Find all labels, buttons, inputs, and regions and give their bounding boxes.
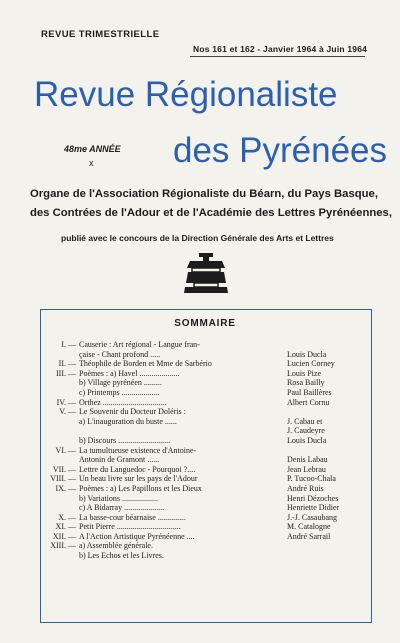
sommaire-num: I. — [61,340,76,349]
table-row [44,407,366,417]
sommaire-author: Louis Ducla [287,349,327,359]
sommaire-author: Louis Ducla [287,435,327,445]
table-row [44,340,366,350]
sommaire-author [287,541,366,551]
table-row [44,551,366,561]
sommaire-num: VIII. — [50,474,76,484]
sommaire-num [44,417,79,427]
sommaire-num [44,455,79,465]
table-row [44,484,366,494]
emblem-icon [182,251,230,295]
sommaire-author: Louis Pize [287,368,321,378]
table-row [44,446,366,456]
table-row [44,465,366,475]
sommaire-title: b) Variations .................. [79,493,158,503]
table-row [44,503,366,513]
sommaire-num: XII. — [52,531,76,541]
sommaire-title: b) Village pyrénéen ......... [79,378,162,388]
organ-line1: Organe de l'Association Régionaliste du Béarn, du Pays Basque, [30,188,378,200]
sommaire-title: a) Assemblée générale. [79,541,153,551]
sommaire-author: J.-J. Casaubang [287,512,337,522]
header-rule [190,56,365,57]
annee-label: 48me ANNÉE [64,144,121,154]
sommaire-author: Henri Dézoches [287,493,339,503]
table-row [44,369,366,379]
table-row [44,455,366,465]
organ-line2: des Contrées de l'Adour et de l'Académie des Lettres Pyrénéennes, [30,207,392,219]
table-row [44,436,366,446]
sommaire-author [287,407,366,417]
sommaire-author: Denis Labau [287,455,328,465]
sommaire-num: IX. — [55,483,76,493]
sommaire-heading: SOMMAIRE [174,318,236,329]
sommaire-num [44,350,79,360]
annee-mark: x [89,158,94,168]
sommaire-author: M. Catalogne [287,522,331,532]
sommaire-title: Un beau livre sur les pays de l'Adour [79,474,198,484]
revue-trimestrielle-label: REVUE TRIMESTRIELLE [41,29,160,40]
sommaire-num: X. — [58,512,76,522]
table-row [44,532,366,542]
sommaire-title: La tumultueuse existence d'Antoine- [79,445,197,455]
sommaire-title: çaise - Chant profond ..... [79,349,161,359]
sommaire-num [44,426,79,436]
sommaire-title: c) A Bidarray .................... [79,503,165,513]
sommaire-title: c) Printemps ................... [79,387,160,397]
sommaire-author [287,551,366,561]
sommaire-num: V. — [59,407,76,417]
sommaire-author [287,340,366,350]
table-row [44,398,366,408]
sommaire-title: Petit Pierre ................................ [79,522,181,532]
table-row [44,350,366,360]
sommaire-author: Jean Lebrau [287,464,326,474]
table-row [44,359,366,369]
table-row [44,494,366,504]
sommaire-title: b) Discours .......................... [79,435,171,445]
sommaire-num: VI. — [55,445,76,455]
table-row [44,388,366,398]
page-title-line2: des Pyrénées [173,131,388,170]
sommaire-author: Henriette Didier [287,503,340,513]
table-row [44,474,366,484]
table-row [44,513,366,523]
sommaire-author: Lucien Corney [287,359,335,369]
sommaire-title: Théophile de Borden et Mme de Sarbério [79,359,212,369]
table-row [44,541,366,551]
sommaire-author: André Sarrail [287,531,331,541]
sommaire-author: J. Cabau et [287,416,323,426]
sommaire-author: Paul Baillères [287,387,332,397]
sommaire-title: La basse-cour béarnaise .............. [79,512,186,522]
table-row [44,417,366,427]
sommaire-author: P. Tucoo-Chala [287,474,336,484]
sommaire-num [44,378,79,388]
sommaire-num [44,436,79,446]
sommaire-author: André Ruis [287,483,324,493]
sommaire-num [44,494,79,504]
sommaire-title: Lettre du Languedoc - Pourquoi ?.... [79,464,196,474]
table-row [44,522,366,532]
sommaire-num [44,503,79,513]
sommaire-author: J. Caudeyre [287,426,325,436]
table-row [44,378,366,388]
sommaire-num: VII. — [52,464,76,474]
sommaire-title: Poèmes : a) Les Papillons et les Dieux [79,483,202,493]
sommaire-num: XIII. — [50,541,76,551]
sommaire-author [287,446,366,456]
page-title-line1: Revue Régionaliste [34,75,338,114]
sommaire-list [44,340,366,561]
sommaire-title: A l'Action Artistique Pyrénéenne .... [79,531,195,541]
sommaire-num [44,551,79,561]
table-row [44,426,366,436]
sommaire-title: Causerie : Art régional - Langue fran- [79,340,200,349]
sommaire-num [44,388,79,398]
sommaire-title: Le Souvenir du Docteur Doléris : [79,407,186,417]
sommaire-author: Rosa Bailly [287,378,325,388]
sommaire-num: III. — [56,368,76,378]
sommaire-title [79,426,287,436]
sommaire-title: Antonin de Gramont ...... [79,455,160,465]
sommaire-title: Poèmes : a) Havel .................... [79,368,180,378]
organ-line3: publié avec le concours de la Direction Générale des Arts et Lettres [61,233,334,243]
sommaire-title: b) Les Echos et les Livres. [79,551,164,561]
sommaire-title: Orthez ................................ [79,397,167,407]
sommaire-num: IV. — [56,397,76,407]
sommaire-num: II. — [58,359,76,369]
sommaire-title: a) L'inauguration du buste ...... [79,416,177,426]
sommaire-num: XI. — [55,522,76,532]
issue-number: Nos 161 et 162 - Janvier 1964 à Juin 1964 [193,44,368,54]
sommaire-author: Albert Cornu [287,397,330,407]
